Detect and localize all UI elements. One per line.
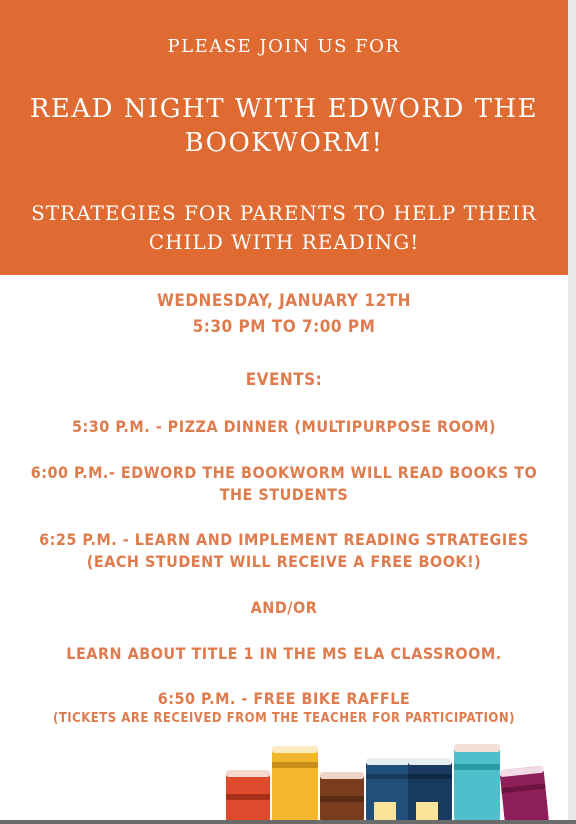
invitation-intro: PLEASE JOIN US FOR <box>167 36 401 57</box>
event-item-title1: LEARN ABOUT TITLE 1 IN THE MS ELA CLASSROOM. <box>66 644 502 663</box>
page-edge <box>568 0 576 824</box>
event-time: 5:30 PM TO 7:00 PM <box>192 317 376 337</box>
page-bottom-edge <box>0 820 576 824</box>
raffle-note: (TICKETS ARE RECEIVED FROM THE TEACHER FOR PARTICIPATION) <box>52 711 516 726</box>
event-subtitle: STRATEGIES FOR PARENTS TO HELP THEIR CHILD WITH READING! <box>31 201 537 254</box>
header-banner <box>0 0 568 275</box>
event-item-raffle: 6:50 P.M. - FREE BIKE RAFFLE <box>157 689 411 708</box>
event-date: WEDNESDAY, JANUARY 12TH <box>157 291 411 311</box>
event-item-strategies: 6:25 P.M. - LEARN AND IMPLEMENT READING STRATEGIES (EACH STUDENT WILL RECEIVE A FREE BOOK!) <box>39 530 529 571</box>
event-item-pizza: 5:30 P.M. - PIZZA DINNER (MULTIPURPOSE ROOM) <box>72 417 496 436</box>
event-title: READ NIGHT WITH EDWORD THE BOOKWORM! <box>29 94 539 158</box>
event-item-reading: 6:00 P.M.- EDWORD THE BOOKWORM WILL READ BOOKS TO THE STUDENTS <box>30 463 538 504</box>
and-or-divider: AND/OR <box>250 598 318 617</box>
books-stack-icon <box>222 744 552 824</box>
events-heading: EVENTS: <box>245 370 323 390</box>
